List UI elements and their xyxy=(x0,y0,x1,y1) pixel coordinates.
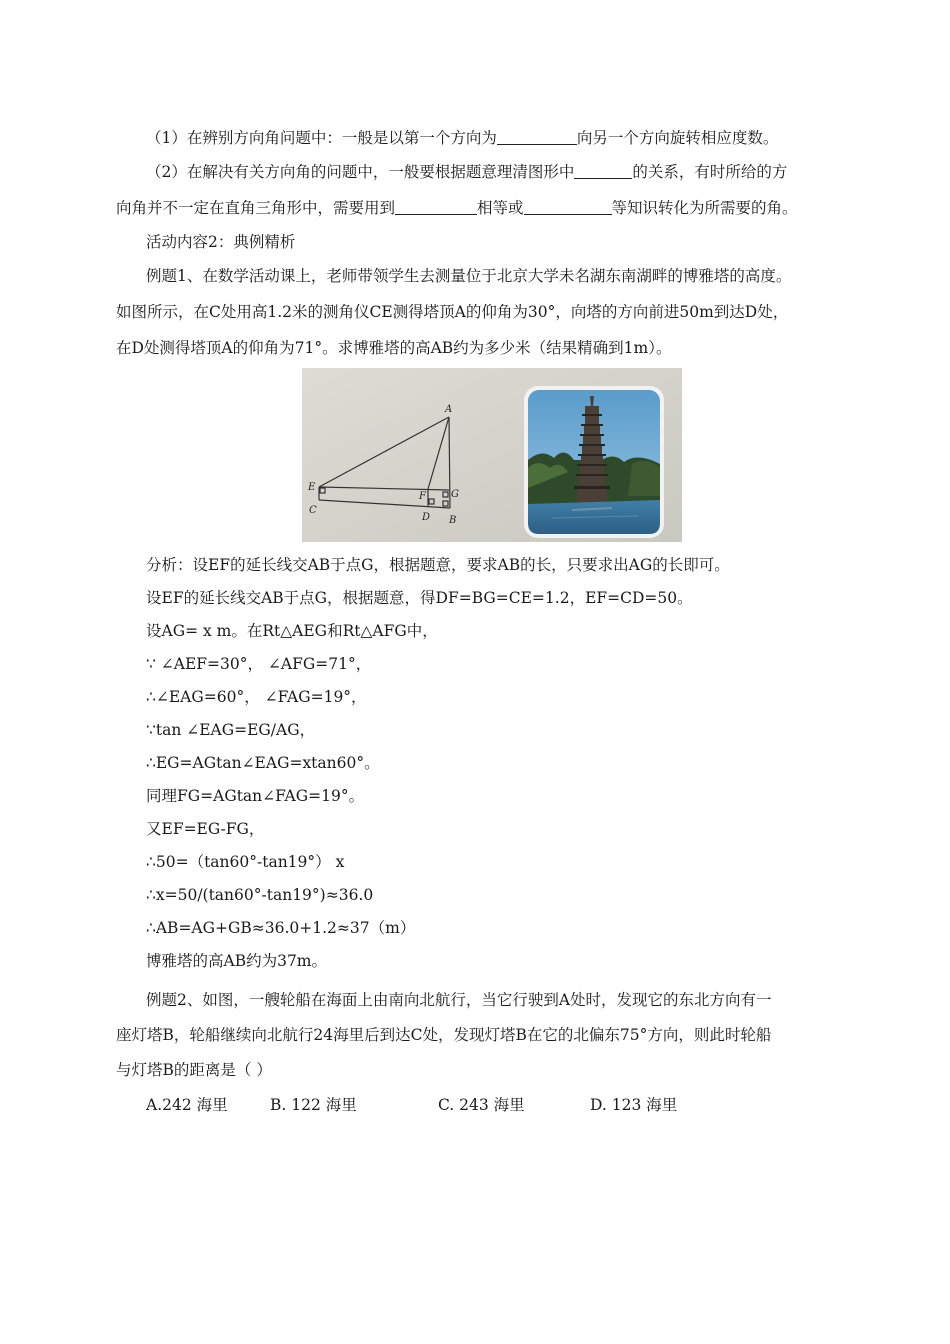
solution-line-13: 博雅塔的高AB约为37m。 xyxy=(146,952,328,970)
label-D: D xyxy=(422,512,431,523)
direction-angle-item-2-cont xyxy=(116,198,798,218)
item1-text-a: （1）在辨别方向角问题中：一般是以第一个方向为 xyxy=(146,129,497,147)
item2-text-a: （2）在解决有关方向角的问题中，一般要根据题意理清图形中 xyxy=(146,163,575,181)
item2-text-b: 的关系，有时所给的方 xyxy=(632,163,788,181)
label-B: B xyxy=(449,515,457,526)
solution-line-6: ∵tan ∠EAG=EG/AG， xyxy=(146,721,316,739)
option-c[interactable]: C. 243 海里 xyxy=(438,1096,525,1114)
pagoda-photo xyxy=(524,386,664,538)
option-b[interactable]: B. 122 海里 xyxy=(270,1096,357,1114)
item1-text-b: 向另一个方向旋转相应度数。 xyxy=(576,129,779,147)
direction-angle-item-2 xyxy=(146,162,787,182)
example1-line-1: 例题1、在数学活动课上，老师带领学生去测量位于北京大学未名湖东南湖畔的博雅塔的高度。 xyxy=(146,267,792,285)
item2-cont-text-b: 相等或 xyxy=(477,199,524,217)
solution-line-8: 同理FG=AGtan∠FAG=19°。 xyxy=(146,787,365,805)
label-C: C xyxy=(309,505,317,516)
label-F: F xyxy=(419,491,426,502)
solution-line-3: 设AG= x m。在Rt△AEG和Rt△AFG中， xyxy=(146,622,438,640)
solution-line-7: ∴EG=AGtan∠EAG=xtan60°。 xyxy=(146,754,380,772)
example2-line-2: 座灯塔B，轮船继续向北航行24海里后到达C处，发现灯塔B在它的北偏东75°方向，则此时轮船 xyxy=(116,1026,772,1044)
answer-blank-1 xyxy=(497,128,577,145)
item2-cont-text-c: 等知识转化为所需要的角。 xyxy=(611,199,798,217)
solution-line-5: ∴∠EAG=60°， ∠FAG=19°， xyxy=(146,688,367,706)
solution-line-11: ∴x=50/(tan60°-tan19°)≈36.0 xyxy=(146,886,374,904)
example1-line-3: 在D处测得塔顶A的仰角为71°。求博雅塔的高AB约为多少米（结果精确到1m）。 xyxy=(116,339,672,357)
example2-line-3: 与灯塔B的距离是（ ） xyxy=(116,1061,272,1079)
answer-blank-4 xyxy=(524,198,612,215)
solution-line-4: ∵ ∠AEF=30°， ∠AFG=71°， xyxy=(146,655,372,673)
geometry-diagram xyxy=(302,368,682,542)
solution-line-9: 又EF=EG-FG， xyxy=(146,820,265,838)
item2-cont-text-a: 向角并不一定在直角三角形中，需要用到 xyxy=(116,199,396,217)
label-E: E xyxy=(308,482,316,493)
direction-angle-item-1 xyxy=(146,128,778,148)
option-d[interactable]: D. 123 海里 xyxy=(590,1096,678,1114)
answer-blank-2 xyxy=(574,162,632,179)
solution-line-2: 设EF的延长线交AB于点G，根据题意，得DF=BG=CE=1.2，EF=CD=50。 xyxy=(146,589,693,607)
solution-line-12: ∴AB=AG+GB≈36.0+1.2≈37（m） xyxy=(146,919,416,937)
example1-figure xyxy=(302,368,682,542)
label-G: G xyxy=(451,489,459,500)
answer-options xyxy=(146,1095,677,1115)
example2-line-1: 例题2、如图，一艘轮船在海面上由南向北航行，当它行驶到A处时，发现它的东北方向有一 xyxy=(146,991,772,1009)
solution-line-1: 分析：设EF的延长线交AB于点G，根据题意，要求AB的长，只要求出AG的长即可。 xyxy=(146,556,730,574)
option-a[interactable]: A.242 海里 xyxy=(146,1096,228,1114)
example1-line-2: 如图所示，在C处用高1.2米的测角仪CE测得塔顶A的仰角为30°，向塔的方向前进50m到达D处， xyxy=(116,303,789,321)
label-A: A xyxy=(445,404,453,415)
answer-blank-3 xyxy=(395,198,477,215)
solution-line-10: ∴50=（tan60°-tan19°） x xyxy=(146,853,345,871)
activity-heading: 活动内容2：典例精析 xyxy=(146,233,296,251)
